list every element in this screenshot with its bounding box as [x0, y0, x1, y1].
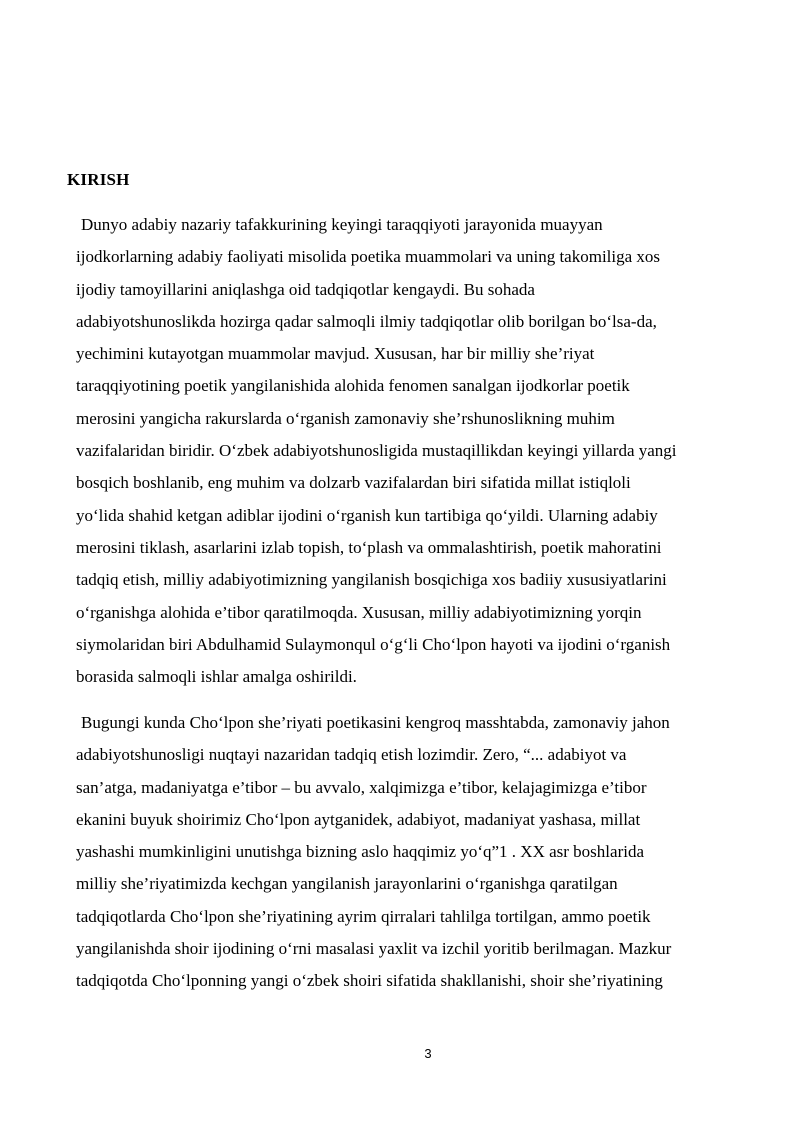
paragraph-line: adabiyotshunosligi nuqtayi nazaridan tadqiq etish lozimdir. Zero, “... adabiyot va: [76, 745, 627, 765]
paragraph-line: ijodkorlarning adabiy faoliyati misolida poetika muammolari va uning takomiliga xos: [76, 247, 661, 267]
paragraph-line: yangilanishda shoir ijodining o‘rni masalasi yaxlit va izchil yoritib berilmagan. Mazkur: [76, 939, 672, 959]
paragraph-line: borasida salmoqli ishlar amalga oshirildi.: [76, 667, 357, 687]
paragraph-line: siymolaridan biri Abdulhamid Sulaymonqul o‘g‘li Cho‘lpon hayoti va ijodini o‘rganish: [76, 634, 671, 654]
paragraph-line: san’atga, madaniyatga e’tibor – bu avvalo, xalqimizga e’tibor, kelajagimizga e’tibor: [76, 777, 647, 797]
paragraph-line: yechimini kutayotgan muammolar mavjud. Xususan, har bir milliy she’riyat: [76, 344, 595, 364]
section-heading: KIRISH: [67, 170, 130, 189]
paragraph-line: ijodiy tamoyillarini aniqlashga oid tadqiqotlar kengaydi. Bu sohada: [76, 279, 535, 299]
paragraph-line: taraqqiyotining poetik yangilanishida alohida fenomen sanalgan ijodkorlar poetik: [76, 376, 630, 396]
paragraph-line: tadqiq etish, milliy adabiyotimizning yangilanish bosqichiga xos badiiy xususiyatlarini: [76, 570, 667, 590]
paragraph-line: tadqiqotlarda Cho‘lpon she’riyatining ayrim qirralari tahlilga tortilgan, ammo poetik: [76, 906, 651, 926]
paragraph-line: bosqich boshlanib, eng muhim va dolzarb vazifalardan biri sifatida millat istiqloli: [76, 473, 631, 493]
paragraph-line: merosini tiklash, asarlarini izlab topish, to‘plash va ommalashtirish, poetik mahoratini: [76, 537, 662, 557]
paragraph-line: merosini yangicha rakurslarda o‘rganish zamonaviy she’rshunoslikning muhim: [76, 408, 615, 428]
paragraph-line: o‘rganishga alohida e’tibor qaratilmoqda. Xususan, milliy adabiyotimizning yorqin: [76, 602, 642, 622]
paragraph-relevance: [76, 707, 746, 998]
paragraph-introduction: [76, 209, 746, 693]
paragraph-line: tadqiqotda Cho‘lponning yangi o‘zbek shoiri sifatida shakllanishi, shoir she’riyatining: [76, 971, 663, 991]
page-number: 3: [424, 1046, 432, 1061]
paragraph-line: ekanini buyuk shoirimiz Cho‘lpon aytganidek, adabiyot, madaniyat yashasa, millat: [76, 809, 641, 829]
paragraph-line: yashashi mumkinligini unutishga bizning aslo haqqimiz yo‘q”1 . XX asr boshlarida: [76, 842, 644, 862]
paragraph-line: milliy she’riyatimizda kechgan yangilanish jarayonlarini o‘rganishga qaratilgan: [76, 874, 618, 894]
paragraph-line: adabiyotshunoslikda hozirga qadar salmoqli ilmiy tadqiqotlar olib borilgan bo‘lsa-da,: [76, 311, 657, 331]
paragraph-line: yo‘lida shahid ketgan adiblar ijodini o‘rganish kun tartibiga qo‘yildi. Ularning adabiy: [76, 505, 658, 525]
paragraph-line: Bugungi kunda Cho‘lpon she’riyati poetikasini kengroq masshtabda, zamonaviy jahon: [81, 713, 670, 732]
paragraph-line: vazifalaridan biridir. O‘zbek adabiyotshunosligida mustaqillikdan keyingi yillarda yangi: [76, 441, 677, 461]
paragraph-line: Dunyo adabiy nazariy tafakkurining keyingi taraqqiyoti jarayonida muayyan: [81, 215, 603, 234]
